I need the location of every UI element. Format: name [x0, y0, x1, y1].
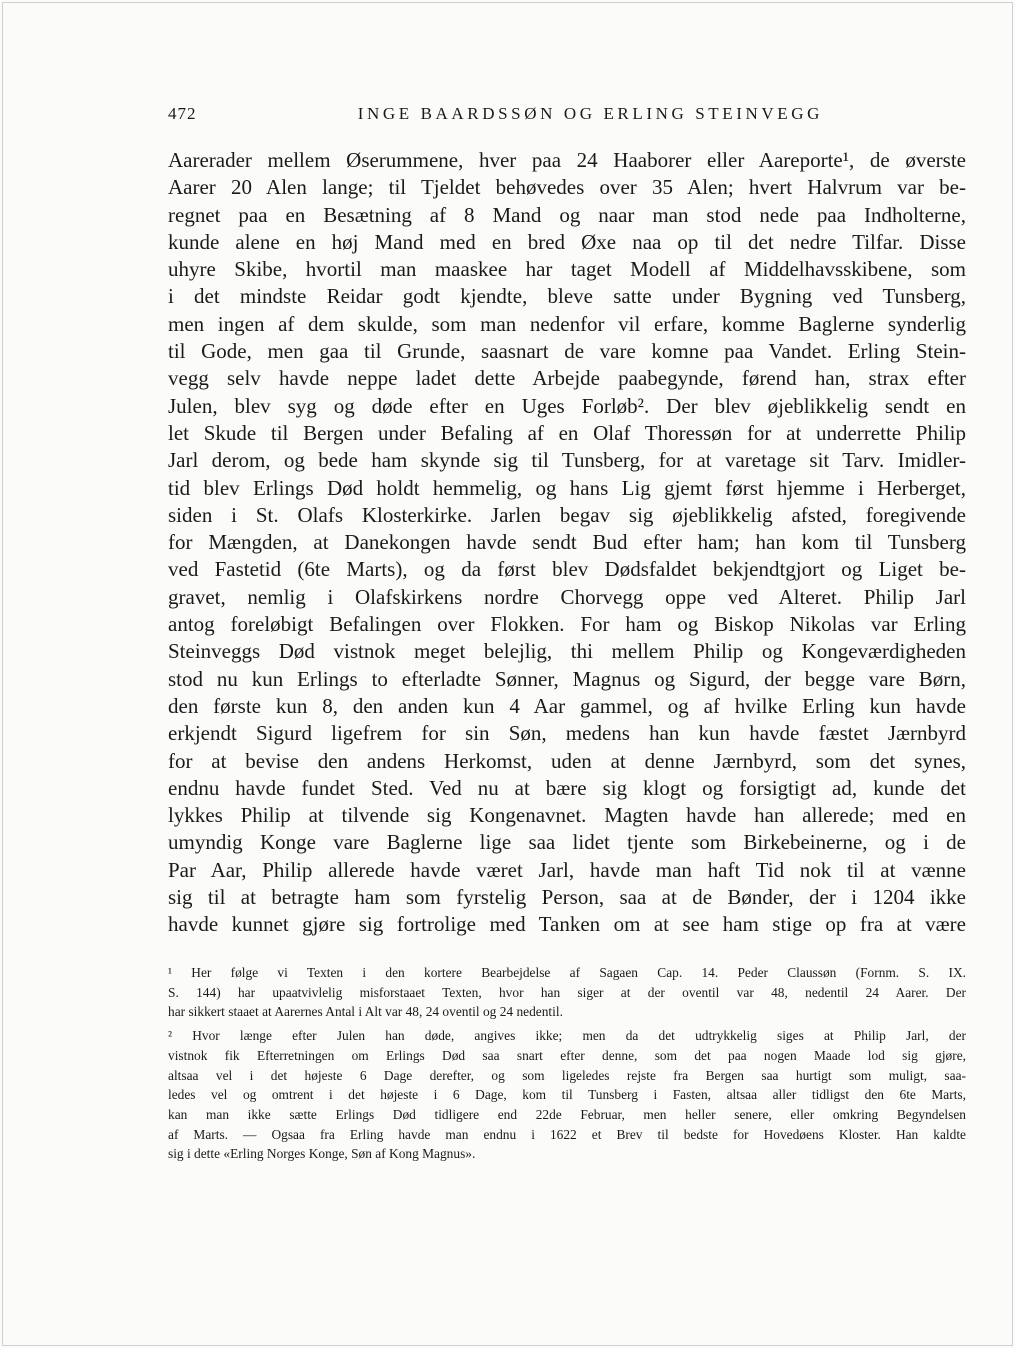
text-line: uhyre Skibe, hvortil man maaskee har taget Modell af Middelhavsskibene, som — [168, 257, 966, 282]
text-line: antog foreløbigt Befalingen over Flokken. For ham og Biskop Nikolas var Erling — [168, 612, 966, 637]
footnote-line: sig i dette «Erling Norges Konge, Søn af Kong Magnus». — [168, 1146, 476, 1162]
text-line: for at bevise den andens Herkomst, uden at denne Jærnbyrd, som det synes, — [168, 748, 966, 773]
footnotes — [168, 963, 966, 1168]
text-line: Aarer 20 Alen lange; til Tjeldet behøvedes over 35 Alen; hvert Halvrum var be- — [168, 175, 966, 200]
text-line: lykkes Philip at tilvende sig Kongenavnet. Magten havde han allerede; med en — [168, 803, 966, 828]
page-header — [168, 104, 823, 128]
text-line: erkjendt Sigurd ligefrem for sin Søn, medens han kun havde fæstet Jærnbyrd — [168, 721, 966, 746]
footnote-line: altsaa vel i det højeste 6 Dage derefter, og som ligeledes rejste fra Bergen saa hurtigt som muligt, saa- — [168, 1067, 966, 1083]
text-line: Jarl derom, og bede ham skynde sig til Tunsberg, for at varetage sit Tarv. Imidler- — [168, 448, 966, 473]
text-line: vegg selv havde neppe ladet dette Arbejde paabegynde, førend han, strax efter — [168, 366, 966, 391]
footnote-2 — [168, 1026, 966, 1164]
text-line: Par Aar, Philip allerede havde været Jarl, havde man haft Tid nok til at vænne — [168, 857, 966, 882]
text-line: siden i St. Olafs Klosterkirke. Jarlen begav sig øjeblikkelig afsted, foregivende — [168, 502, 966, 527]
text-line: den første kun 8, den anden kun 4 Aar gammel, og af hvilke Erling kun havde — [168, 693, 966, 718]
text-line: Julen, blev syg og døde efter en Uges Forløb². Der blev øjeblikkelig sendt en — [168, 393, 966, 418]
footnote-line: ¹ Her følge vi Texten i den kortere Bearbejdelse af Sagaen Cap. 14. Peder Claussøn (Fornm. S. IX. — [168, 965, 966, 980]
text-line: kunde alene en høj Mand med en bred Øxe naa op til det nedre Tilfar. Disse — [168, 229, 966, 254]
text-line: umyndig Konge vare Baglerne lige saa lidet tjente som Birkebeinerne, og i de — [168, 830, 966, 855]
text-line: for Mængden, at Danekongen havde sendt Bud efter ham; han kom til Tunsberg — [168, 530, 966, 555]
footnote-line: S. 144) har upaatvivlelig misforstaaet Texten, hvor han siger at der oventil var 48, nedentil 24 Aarer. Der — [168, 984, 966, 1000]
text-line: tid blev Erlings Død holdt hemmelig, og hans Lig gjemt først hjemme i Herberget, — [168, 475, 966, 500]
text-line: havde kunnet gjøre sig fortrolige med Tanken om at see ham stige op fra at være — [168, 912, 966, 937]
running-head: INGE BAARDSSØN OG ERLING STEINVEGG — [357, 104, 823, 123]
footnote-line: har sikkert staaet at Aarernes Antal i Alt var 48, 24 oventil og 24 nedentil. — [168, 1004, 563, 1020]
text-line: ved Fastetid (6te Marts), og da først blev Dødsfaldet bekjendtgjort og Liget be- — [168, 557, 966, 582]
footnote-line: ledes vel og omtrent i det højeste i 6 Dage, kom til Tunsberg i Fasten, altsaa aller tidligst den 6te Marts, — [168, 1087, 966, 1103]
text-line: let Skude til Bergen under Befaling af en Olaf Thoressøn for at underrette Philip — [168, 420, 966, 445]
text-line: gravet, nemlig i Olafskirkens nordre Chorvegg oppe ved Alteret. Philip Jarl — [168, 584, 966, 609]
footnote-line: kan man ikke sætte Erlings Død tidligere end 22de Februar, men heller senere, eller omkring Begyndelsen — [168, 1106, 966, 1122]
text-line: til Gode, men gaa til Grunde, saasnart de vare komne paa Vandet. Erling Stein- — [168, 339, 966, 364]
text-line: stod nu kun Erlings to efterladte Sønner, Magnus og Sigurd, der begge vare Børn, — [168, 666, 966, 691]
footnote-line: ² Hvor længe efter Julen han døde, angives ikke; men da det udtrykkelig siges at Philip Jarl, der — [168, 1028, 966, 1044]
text-line: Aarerader mellem Øserummene, hver paa 24 Haaborer eller Aareporte¹, de øverste — [168, 148, 966, 172]
text-line: sig til at betragte ham som fyrstelig Person, saa at de Bønder, der i 1204 ikke — [168, 885, 966, 910]
main-text — [168, 147, 966, 939]
footnote-line: vistnok fik Efterretningen om Erlings Død saa snart efter denne, som det paa nogen Maade lod sig gjøre, — [168, 1047, 966, 1063]
text-line: regnet paa en Besætning af 8 Mand og naar man stod nede paa Indholterne, — [168, 202, 966, 227]
text-line: i det mindste Reidar godt kjendte, bleve satte under Bygning ved Tunsberg, — [168, 284, 966, 309]
footnote-line: af Marts. — Ogsaa fra Erling havde man endnu i 1622 et Brev til bedste for Hovedøens Kloster. Han kaldte — [168, 1126, 966, 1142]
text-line: endnu havde fundet Sted. Ved nu at bære sig klogt og forsigtigt ad, kunde det — [168, 775, 966, 800]
text-line: Steinveggs Død vistnok meget belejlig, thi mellem Philip og Kongeværdigheden — [168, 639, 966, 664]
footnote-1 — [168, 963, 966, 1022]
page-number: 472 — [168, 104, 197, 123]
text-line: men ingen af dem skulde, som man nedenfor vil erfare, komme Baglerne synderlig — [168, 311, 966, 336]
